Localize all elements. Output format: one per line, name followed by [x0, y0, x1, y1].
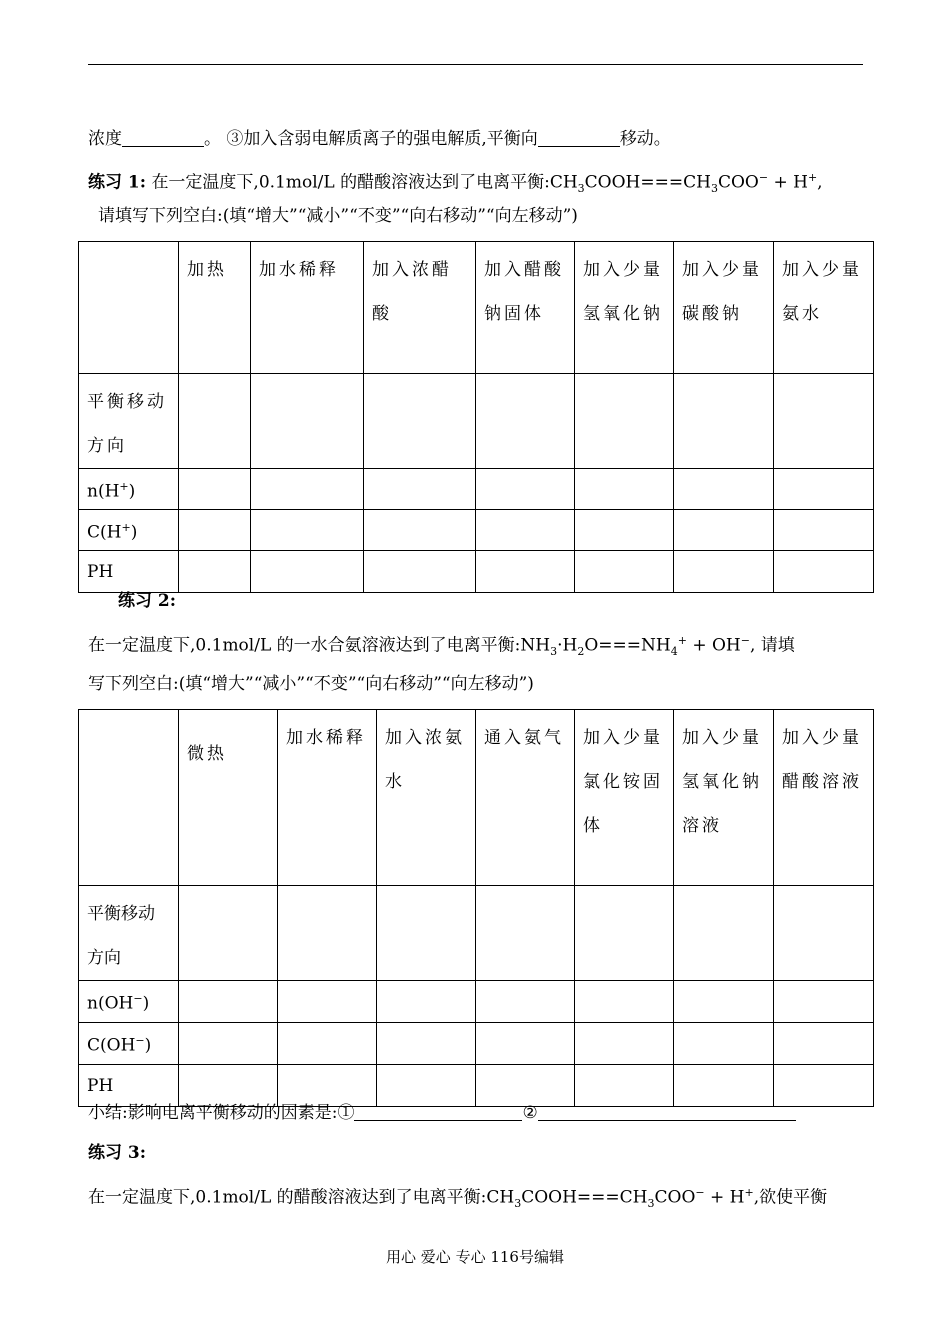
row-label: C(OH−)	[79, 1023, 179, 1065]
answer-cell[interactable]	[278, 1023, 377, 1065]
header-cell: 加水稀释	[278, 710, 377, 886]
header-cell: 加入少量碳酸钠	[674, 242, 774, 374]
answer-cell[interactable]	[179, 886, 278, 981]
header-cell: 加入少量醋酸溶液	[774, 710, 874, 886]
answer-cell[interactable]	[278, 981, 377, 1023]
answer-cell[interactable]	[476, 981, 575, 1023]
summary-line: 小结:影响电离平衡移动的因素是:① ②	[88, 1100, 796, 1126]
table-row	[79, 886, 874, 981]
header-cell	[79, 242, 179, 374]
answer-cell[interactable]	[179, 469, 251, 510]
answer-cell[interactable]	[674, 886, 774, 981]
exercise-3-label: 练习 3:	[88, 1143, 147, 1163]
header-cell: 加入浓醋酸	[364, 242, 476, 374]
header-cell: 加入浓氨水	[377, 710, 476, 886]
answer-cell[interactable]	[674, 374, 774, 469]
answer-cell[interactable]	[476, 510, 575, 551]
answer-cell[interactable]	[774, 551, 874, 593]
answer-cell[interactable]	[476, 1023, 575, 1065]
answer-cell[interactable]	[251, 469, 364, 510]
table-row	[79, 981, 874, 1023]
answer-cell[interactable]	[674, 510, 774, 551]
answer-cell[interactable]	[674, 469, 774, 510]
answer-cell[interactable]	[364, 469, 476, 510]
blank-2	[538, 128, 620, 147]
exercise-1-label: 练习 1:	[88, 172, 147, 193]
table-header-row	[79, 710, 874, 886]
answer-cell[interactable]	[179, 551, 251, 593]
answer-cell[interactable]	[774, 886, 874, 981]
answer-cell[interactable]	[575, 1023, 674, 1065]
exercise-2-statement: 在一定温度下,0.1mol/L 的一水合氨溶液达到了电离平衡$:NH_3\cdot H_2O===NH_4^+ + OH^-$, 请填	[88, 634, 795, 659]
answer-cell[interactable]	[774, 1023, 874, 1065]
header-cell: 加水稀释	[251, 242, 364, 374]
table-row	[79, 374, 874, 469]
answer-cell[interactable]	[251, 551, 364, 593]
header-cell: 加入少量氨水	[774, 242, 874, 374]
answer-cell[interactable]	[575, 981, 674, 1023]
answer-cell[interactable]	[377, 886, 476, 981]
exercise-2-table	[78, 709, 874, 1107]
answer-cell[interactable]	[364, 374, 476, 469]
header-rule	[88, 64, 863, 65]
table-header-row	[79, 242, 874, 374]
answer-cell[interactable]	[377, 981, 476, 1023]
header-cell: 加入少量氢氧化钠	[575, 242, 674, 374]
answer-cell[interactable]	[364, 510, 476, 551]
row-label: n(OH−)	[79, 981, 179, 1023]
exercise-1-instruction: 请填写下列空白:(填“增大”“减小”“不变”“向右移动”“向左移动”)	[98, 206, 578, 226]
answer-cell[interactable]	[774, 981, 874, 1023]
row-label: n(H+)	[79, 469, 179, 510]
answer-cell[interactable]	[476, 374, 575, 469]
table-row	[79, 551, 874, 593]
answer-cell[interactable]	[774, 469, 874, 510]
answer-cell[interactable]	[179, 510, 251, 551]
table-row	[79, 510, 874, 551]
answer-cell[interactable]	[179, 981, 278, 1023]
blank-factor-1	[354, 1102, 522, 1121]
header-cell: 加入少量氢氧化钠溶液	[674, 710, 774, 886]
row-label: C(H+)	[79, 510, 179, 551]
concentration-line: 浓度 。 ③加入含弱电解质离子的强电解质,平衡向 移动。	[88, 129, 671, 149]
answer-cell[interactable]	[179, 374, 251, 469]
answer-cell[interactable]	[774, 374, 874, 469]
answer-cell[interactable]	[575, 510, 674, 551]
answer-cell[interactable]	[251, 374, 364, 469]
answer-cell[interactable]	[251, 510, 364, 551]
row-label: 平衡移动方向	[79, 886, 179, 981]
answer-cell[interactable]	[476, 551, 575, 593]
header-cell: 微热	[179, 710, 278, 886]
answer-cell[interactable]	[674, 551, 774, 593]
blank-factor-2	[538, 1102, 796, 1121]
answer-cell[interactable]	[476, 469, 575, 510]
exercise-1-statement: 练习 1: 在一定温度下,0.1mol/L 的醋酸溶液达到了电离平衡$:CH_3COOH===CH_3COO^- + H^+$,	[88, 171, 823, 196]
table-row	[79, 469, 874, 510]
header-cell: 加入醋酸钠固体	[476, 242, 575, 374]
header-cell: 加入少量氯化铵固体	[575, 710, 674, 886]
answer-cell[interactable]	[476, 886, 575, 981]
exercise-1-table	[78, 241, 874, 593]
exercise-2-label: 练习 2:	[118, 591, 177, 611]
answer-cell[interactable]	[674, 1023, 774, 1065]
header-cell: 加热	[179, 242, 251, 374]
answer-cell[interactable]	[179, 1023, 278, 1065]
answer-cell[interactable]	[774, 510, 874, 551]
header-cell: 通入氨气	[476, 710, 575, 886]
answer-cell[interactable]	[575, 886, 674, 981]
header-cell	[79, 710, 179, 886]
answer-cell[interactable]	[575, 374, 674, 469]
exercise-3-statement: 在一定温度下,0.1mol/L 的醋酸溶液达到了电离平衡$:CH_3COOH===CH_3COO^- + H^+$,欲使平衡	[88, 1186, 828, 1211]
answer-cell[interactable]	[575, 551, 674, 593]
answer-cell[interactable]	[674, 981, 774, 1023]
row-label: 平衡移动方向	[79, 374, 179, 469]
page-footer: 用心 爱心 专心 116号编辑	[386, 1248, 564, 1266]
answer-cell[interactable]	[364, 551, 476, 593]
answer-cell[interactable]	[575, 469, 674, 510]
blank-1	[122, 128, 204, 147]
row-label: PH	[79, 1065, 179, 1107]
answer-cell[interactable]	[278, 886, 377, 981]
exercise-2-instruction: 写下列空白:(填“增大”“减小”“不变”“向右移动”“向左移动”)	[88, 674, 534, 694]
table-row	[79, 1023, 874, 1065]
row-label: PH	[79, 551, 179, 593]
answer-cell[interactable]	[377, 1023, 476, 1065]
